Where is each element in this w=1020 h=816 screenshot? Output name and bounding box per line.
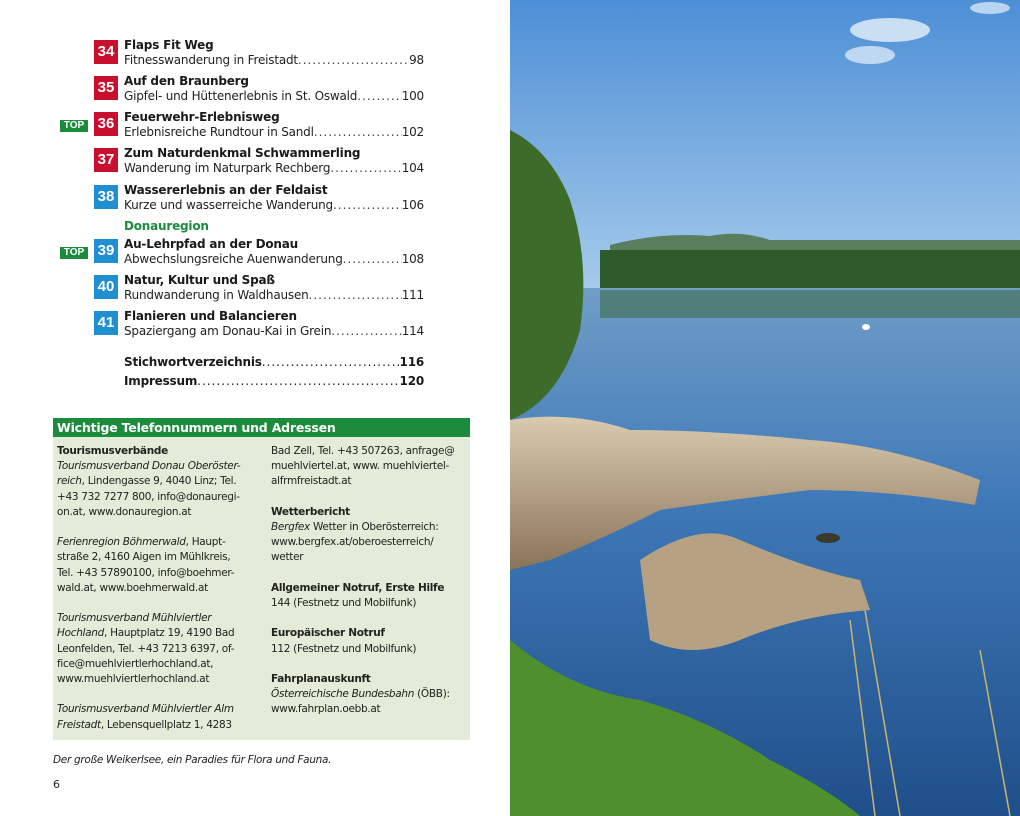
tour-subtitle-line (124, 125, 424, 140)
tour-subtitle-line (124, 89, 424, 104)
text-line: Tourismusverband Mühlviertler Alm (57, 703, 234, 716)
text-line: straße 2, 4160 Aigen im Mühlkreis, (57, 551, 231, 564)
tour-number-badge: 34 (94, 40, 118, 64)
tour-page: 102 (401, 125, 424, 139)
contacts-box (53, 418, 470, 740)
tour-page: 100 (401, 89, 424, 103)
text-line: wald.at, www.boehmerwald.at (57, 581, 208, 594)
tour-subtitle: Gipfel- und Hüttenerlebnis in St. Oswald (124, 89, 358, 103)
tour-subtitle: Spaziergang am Donau-Kai in Grein (124, 324, 332, 338)
tour-number-badge: 35 (94, 76, 118, 100)
photo-caption: Der große Weikerlsee, ein Paradies für Flora und Fauna. (53, 754, 332, 766)
tour-title: Zum Naturdenkmal Schwammerling (124, 146, 361, 160)
text-line: Österreichische Bundesbahn (ÖBB): (271, 688, 450, 701)
text-line: alfrmfreistadt.at (271, 475, 352, 488)
text-line: Freistadt, Lebensquellplatz 1, 4283 (57, 718, 232, 731)
swan (862, 324, 870, 330)
toc-entry[interactable] (0, 309, 430, 343)
tour-subtitle-line (124, 161, 424, 176)
tour-subtitle: Wanderung im Naturpark Rechberg (124, 161, 331, 175)
text-line: on.at, www.donauregion.at (57, 505, 192, 518)
forest-reflection (600, 290, 1020, 318)
toc-entry[interactable] (0, 74, 430, 108)
tour-number-badge: 40 (94, 275, 118, 299)
tour-subtitle: Rundwanderung in Waldhausen (124, 288, 309, 302)
text-line: 144 (Festnetz und Mobilfunk) (271, 597, 417, 609)
tour-page: 106 (401, 198, 424, 212)
tour-subtitle-line (124, 252, 424, 267)
impressum-page: 120 (399, 374, 424, 388)
index-label: Stichwortverzeichnis (124, 355, 262, 369)
cloud (970, 2, 1010, 14)
tour-page: 114 (401, 324, 424, 338)
forest-shore (600, 250, 1020, 290)
tour-subtitle-line (124, 53, 424, 68)
text-line: Ferienregion Böhmerwald, Haupt- (57, 536, 226, 549)
leader-dots (197, 374, 399, 388)
text-line: www.muehlviertlerhochland.at (57, 673, 210, 686)
contacts-box-header: Wichtige Telefonnummern und Adressen (53, 418, 470, 437)
text-line: muehlviertel.at, www. muehlviertel- (271, 460, 449, 473)
top-badge: TOP (60, 247, 88, 259)
tour-title: Au-Lehrpfad an der Donau (124, 237, 298, 251)
leader-dots (357, 89, 402, 103)
leader-dots (309, 288, 402, 302)
tour-subtitle: Fitnesswanderung in Freistadt (124, 53, 298, 67)
toc-entry[interactable] (0, 38, 430, 72)
timetable-heading: Fahrplanauskunft (271, 672, 371, 685)
tour-title: Natur, Kultur und Spaß (124, 273, 275, 287)
cloud (850, 18, 930, 42)
lake-photo (510, 0, 1020, 816)
cloud (845, 46, 895, 64)
impressum-entry[interactable] (124, 374, 424, 389)
tour-title: Wassererlebnis an der Feldaist (124, 183, 328, 197)
tour-title: Flanieren und Balancieren (124, 309, 297, 323)
toc-entry[interactable] (0, 237, 430, 271)
index-entry[interactable] (124, 355, 424, 370)
tour-number-badge: 39 (94, 239, 118, 263)
text-line: +43 732 7277 800, info@donauregi- (57, 490, 240, 503)
toc-entry[interactable] (0, 183, 430, 217)
tour-title: Feuerwehr-Erlebnisweg (124, 110, 280, 124)
tour-number-badge: 36 (94, 112, 118, 136)
tour-number-badge: 37 (94, 148, 118, 172)
contacts-left-column (57, 444, 257, 733)
leader-dots (330, 161, 401, 175)
leader-dots (314, 125, 402, 139)
leader-dots (262, 355, 400, 369)
tour-subtitle: Erlebnisreiche Rundtour in Sandl (124, 125, 314, 139)
tour-page: 98 (409, 53, 424, 67)
text-line: Hochland, Hauptplatz 19, 4190 Bad (57, 627, 235, 640)
toc-entry[interactable] (0, 146, 430, 180)
text-line: Tourismusverband Donau Oberöster- (57, 460, 241, 473)
lake-photo-illustration (510, 0, 1020, 816)
emergency-heading: Allgemeiner Notruf, Erste Hilfe (271, 581, 445, 594)
tour-page: 108 (401, 252, 424, 266)
tour-subtitle: Abwechslungsreiche Auenwanderung (124, 252, 343, 266)
impressum-label: Impressum (124, 374, 198, 388)
toc-entry[interactable] (0, 273, 430, 307)
tourism-heading: Tourismusverbände (57, 445, 168, 457)
text-line: www.fahrplan.oebb.at (271, 703, 381, 716)
leader-dots (298, 53, 409, 67)
text-line: Bergfex Wetter in Oberösterreich: (271, 521, 439, 533)
text-line: Tourismusverband Mühlviertler (57, 612, 212, 625)
top-badge: TOP (60, 120, 88, 132)
leader-dots (331, 324, 401, 338)
tour-page: 104 (401, 161, 424, 175)
contacts-right-column (271, 444, 467, 718)
tour-title: Flaps Fit Weg (124, 38, 214, 52)
text-line: www.bergfex.at/oberoesterreich/ (271, 536, 434, 549)
tour-number-badge: 38 (94, 185, 118, 209)
duck (816, 533, 840, 543)
tour-subtitle-line (124, 198, 424, 213)
text-line: Leonfelden, Tel. +43 7213 6397, of- (57, 642, 235, 655)
text-line: fice@muehlviertlerhochland.at, (57, 657, 214, 670)
tour-subtitle-line (124, 288, 424, 303)
page-number: 6 (53, 778, 60, 791)
text-line: reich, Lindengasse 9, 4040 Linz; Tel. (57, 475, 237, 488)
section-label-donauregion: Donauregion (124, 219, 209, 233)
tour-subtitle: Kurze und wasserreiche Wanderung (124, 198, 333, 212)
toc-entry[interactable] (0, 110, 430, 144)
leader-dots (343, 252, 402, 266)
tour-page: 111 (401, 288, 424, 302)
tour-number-badge: 41 (94, 311, 118, 335)
text-line: 112 (Festnetz und Mobilfunk) (271, 642, 417, 655)
text-line: wetter (271, 551, 304, 564)
text-line: Bad Zell, Tel. +43 507263, anfrage@ (271, 445, 455, 457)
text-line: Tel. +43 57890100, info@boehmer- (57, 566, 235, 579)
tour-subtitle-line (124, 324, 424, 339)
tour-title: Auf den Braunberg (124, 74, 249, 88)
index-page: 116 (399, 355, 424, 369)
eu-emergency-heading: Europäischer Notruf (271, 627, 385, 640)
weather-heading: Wetterbericht (271, 505, 350, 518)
leader-dots (333, 198, 402, 212)
